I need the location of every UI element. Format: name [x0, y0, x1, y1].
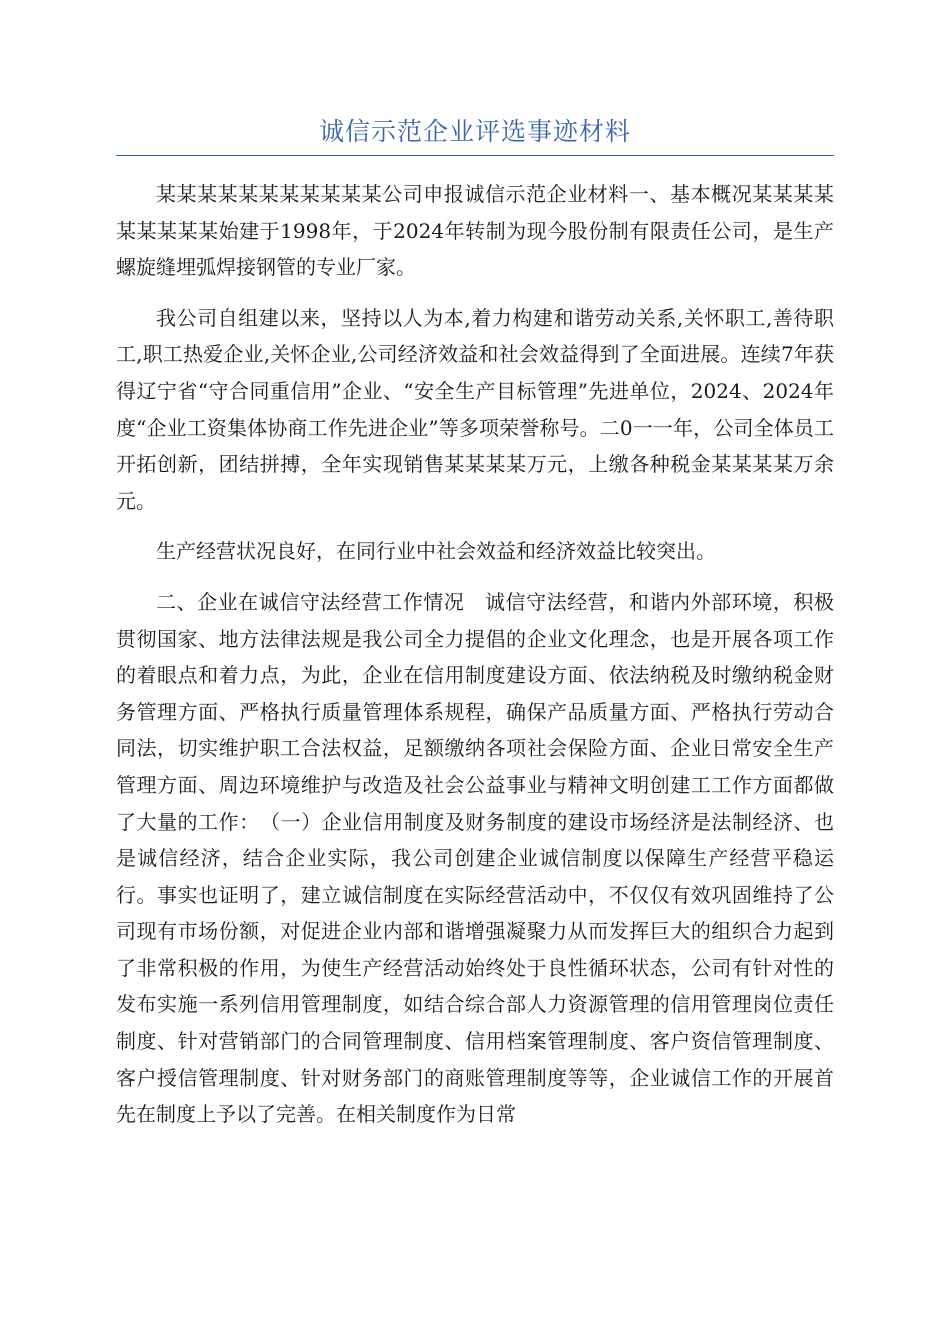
title-underline	[116, 155, 834, 156]
paragraph-overview: 某某某某某某某某某某某公司申报诚信示范企业材料一、基本概况某某某某某某某某某始建于1998年，于2024年转制为现今股份制有限责任公司，是生产螺旋缝埋弧焊接钢管的专业厂家。	[116, 182, 834, 280]
paragraph-integrity-work: 二、企业在诚信守法经营工作情况 诚信守法经营，和谐内外部环境，积极贯彻国家、地方法律法规是我公司全力提倡的企业文化理念，也是开展各项工作的着眼点和着力点，为此，企业在信用制度建设方面、依法纳税及时缴纳税金财务管理方面、严格执行质量管理体系规程，确保产品质量方面、严格执行劳动合同法，切实维护职工合法权益，足额缴纳各项社会保险方面、企业日常安全生产管理方面、周边环境维护与改造及社会公益事业与精神文明创建工工作方面都做了大量的工作： （一）企业信用制度及财务制度的建设市场经济是法制经济、也是诚信经济，结合企业实际，我公司创建企业诚信制度以保障生产经营平稳运行。事实也证明了，建立诚信制度在实际经营活动中，不仅仅有效巩固维持了公司现有市场份额，对促进企业内部和谐增强凝聚力从而发挥巨大的组织合力起到了非常积极的作用，为使生产经营活动始终处于良性循环状态，公司有针对性的发布实施一系列信用管理制度，如结合综合部人力资源管理的信用管理岗位责任制度、针对营销部门的合同管理制度、信用档案管理制度、客户资信管理制度、客户授信管理制度、针对财务部门的商账管理制度等等，企业诚信工作的开展首先在制度上予以了完善。在相关制度作为日常	[116, 589, 834, 1127]
paragraph-achievements: 我公司自组建以来，坚持以人为本,着力构建和谐劳动关系,关怀职工,善待职工,职工热爱企业,关怀企业,公司经济效益和社会效益得到了全面进展。连续7年获得辽宁省“守合同重信用”企业、“安全生产目标管理”先进单位，2024、2024年度“企业工资集体协商工作先进企业”等多项荣誉称号。二0一一年，公司全体员工开拓创新，团结拼搏，全年实现销售某某某某万元，上缴各种税金某某某某万余元。	[116, 305, 834, 513]
paragraph-operations: 生产经营状况良好，在同行业中社会效益和经济效益比较突出。	[156, 539, 716, 564]
document-title: 诚信示范企业评选事迹材料	[318, 117, 631, 146]
document-body	[116, 176, 834, 1147]
